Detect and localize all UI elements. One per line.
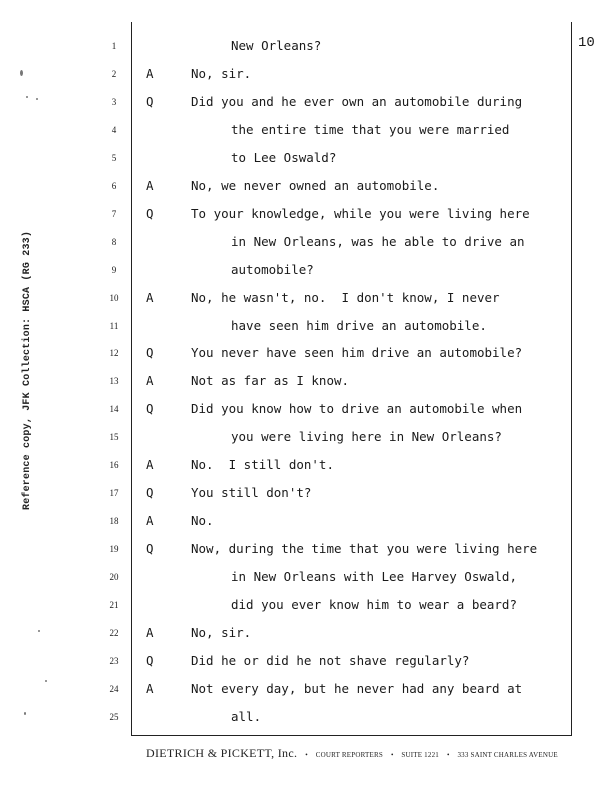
line-number: 18: [109, 516, 119, 527]
line-number: 16: [109, 460, 119, 471]
line-number: 11: [109, 320, 119, 331]
transcript-line: [0, 400, 572, 418]
speaker-label: A: [146, 680, 154, 696]
speaker-label: Q: [146, 93, 154, 109]
speaker-label: Q: [146, 541, 154, 557]
line-text: New Orleans?: [231, 38, 322, 53]
line-text: automobile?: [231, 261, 314, 277]
speaker-label: A: [146, 289, 154, 305]
line-number: 6: [111, 180, 117, 191]
line-text: all.: [231, 708, 262, 724]
line-text: No, we never owned an automobile.: [191, 177, 440, 193]
speaker-label: Q: [146, 401, 154, 417]
line-text: in New Orleans, was he able to drive an: [231, 233, 525, 249]
line-number: 17: [109, 488, 119, 499]
line-number: 12: [109, 348, 119, 359]
line-text: have seen him drive an automobile.: [231, 317, 487, 333]
line-number: 21: [109, 600, 119, 610]
line-number: 4: [111, 124, 117, 135]
transcript-line: [0, 65, 572, 83]
line-number: 24: [109, 683, 119, 694]
line-text: To your knowledge, while you were living here: [191, 205, 530, 221]
line-number: 8: [111, 236, 117, 247]
line-number: 23: [109, 655, 119, 666]
transcript-line: [0, 680, 572, 698]
line-text: No, sir.: [191, 65, 252, 81]
transcript-line: [0, 596, 572, 614]
scan-speck: [26, 96, 28, 98]
transcript-line: [0, 652, 572, 670]
line-text: No. I still don't.: [191, 457, 334, 473]
transcript-line: [0, 708, 572, 726]
speaker-label: A: [146, 177, 154, 193]
speaker-label: Q: [146, 485, 154, 501]
line-number: 5: [111, 152, 117, 163]
line-text: you were living here in New Orleans?: [231, 429, 502, 445]
scan-speck: [36, 98, 38, 100]
scan-speck: [38, 630, 40, 632]
scan-speck: [20, 70, 23, 76]
line-number: 25: [109, 711, 119, 722]
line-number: 20: [109, 572, 119, 583]
footer-separator: •: [305, 751, 308, 759]
transcript-line: [0, 149, 572, 167]
speaker-label: Q: [146, 205, 154, 221]
footer-firm: DIETRICH & PICKETT, Inc.: [146, 746, 298, 760]
transcript-line: [0, 261, 572, 279]
transcript-line: [0, 344, 572, 362]
speaker-label: A: [146, 457, 154, 473]
line-text: Now, during the time that you were living here: [191, 541, 538, 557]
line-number: 9: [111, 264, 117, 275]
line-text: Did you know how to drive an automobile when: [191, 401, 523, 417]
page-number: 10: [578, 35, 595, 51]
line-text: You never have seen him drive an automobile?: [191, 345, 523, 361]
line-text: No, sir.: [191, 624, 252, 640]
line-text: Not every day, but he never had any beard at: [191, 680, 523, 696]
speaker-label: A: [146, 373, 154, 389]
transcript-line: [0, 568, 572, 586]
line-number: 19: [109, 544, 119, 555]
speaker-label: Q: [146, 345, 154, 361]
transcript-line: [0, 317, 572, 335]
footer-separator: •: [446, 751, 450, 759]
footer-suite: SUITE 1221: [401, 751, 439, 759]
transcript-line: [0, 177, 572, 195]
transcript-line: [0, 233, 572, 251]
line-text: You still don't?: [191, 485, 312, 501]
line-number: 15: [109, 432, 119, 443]
scan-speck: [24, 712, 26, 715]
line-text: No, he wasn't, no. I don't know, I never: [191, 289, 500, 305]
speaker-label: Q: [146, 652, 154, 668]
scan-speck: [45, 680, 47, 682]
line-text: Not as far as I know.: [191, 373, 350, 389]
footer: [146, 744, 566, 762]
transcript-line: [0, 205, 572, 223]
footer-separator: •: [390, 751, 394, 759]
footer-address: 333 SAINT CHARLES AVENUE: [457, 751, 558, 759]
speaker-label: A: [146, 65, 154, 81]
line-number: 10: [109, 292, 119, 303]
line-text: did you ever know him to wear a beard?: [231, 597, 517, 612]
transcript-line: [0, 428, 572, 446]
line-text: in New Orleans with Lee Harvey Oswald,: [231, 569, 517, 585]
transcript-line: [0, 484, 572, 502]
line-text: the entire time that you were married: [231, 121, 510, 137]
speaker-label: A: [146, 624, 154, 640]
footer-role: COURT REPORTERS: [315, 751, 383, 759]
line-number: 14: [109, 404, 119, 415]
line-text: No.: [191, 513, 214, 529]
transcript-line: [0, 540, 572, 558]
transcript-line: [0, 512, 572, 530]
archive-side-note: Reference copy, JFK Collection: HSCA (RG 233): [22, 230, 33, 510]
transcript-line: [0, 93, 572, 111]
line-number: 1: [111, 41, 117, 51]
line-text: to Lee Oswald?: [231, 149, 337, 165]
bottom-rule: [131, 735, 572, 736]
line-number: 7: [111, 208, 117, 219]
speaker-label: A: [146, 513, 154, 529]
line-text: Did you and he ever own an automobile during: [191, 93, 523, 109]
line-number: 22: [109, 627, 119, 638]
line-text: Did he or did he not shave regularly?: [191, 652, 470, 668]
line-number: 2: [111, 68, 117, 79]
transcript-line: [0, 121, 572, 139]
transcript-line: [0, 624, 572, 642]
transcript-line: [0, 289, 572, 307]
line-number: 3: [111, 96, 117, 107]
line-number: 13: [109, 376, 119, 387]
transcript-line: [0, 456, 572, 474]
transcript-line: [0, 372, 572, 390]
transcript-line: [0, 37, 572, 55]
